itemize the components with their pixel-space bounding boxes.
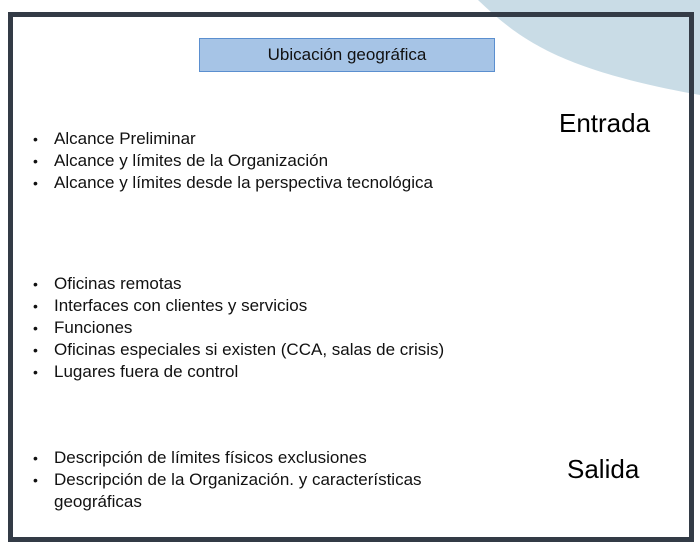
bullet-icon: • [33, 342, 38, 358]
bullet-icon: • [33, 298, 38, 314]
slide-title-box [199, 38, 495, 72]
list-item: • Interfaces con clientes y servicios [33, 296, 308, 315]
list-item: • Alcance y límites de la Organización [33, 151, 329, 170]
slide-title: Ubicación geográfica [267, 45, 427, 64]
bullet-icon: • [33, 320, 38, 336]
middle-list [30, 273, 550, 383]
list-item: • Oficinas especiales si existen (CCA, salas de crisis) [33, 340, 445, 359]
bullet-icon: • [33, 175, 38, 191]
salida-label: Salida [567, 454, 640, 484]
bullet-icon: • [33, 472, 38, 488]
list-item: • Oficinas remotas [33, 274, 182, 293]
bullet-icon: • [33, 131, 38, 147]
bullet-icon: • [33, 153, 38, 169]
list-item: • Descripción de límites físicos exclusiones [33, 448, 367, 467]
list-item: • Alcance y límites desde la perspectiva tecnológica [33, 173, 433, 192]
list-item: • Funciones [33, 318, 133, 337]
list-item: • Descripción de la Organización. y características geográficas [33, 470, 422, 511]
bullet-icon: • [33, 450, 38, 466]
bullet-icon: • [33, 276, 38, 292]
entrada-label: Entrada [559, 108, 651, 138]
list-item: • Alcance Preliminar [33, 129, 196, 148]
entrada-list [30, 128, 550, 194]
salida-list [30, 447, 460, 513]
bullet-icon: • [33, 364, 38, 380]
list-item: • Lugares fuera de control [33, 362, 239, 381]
